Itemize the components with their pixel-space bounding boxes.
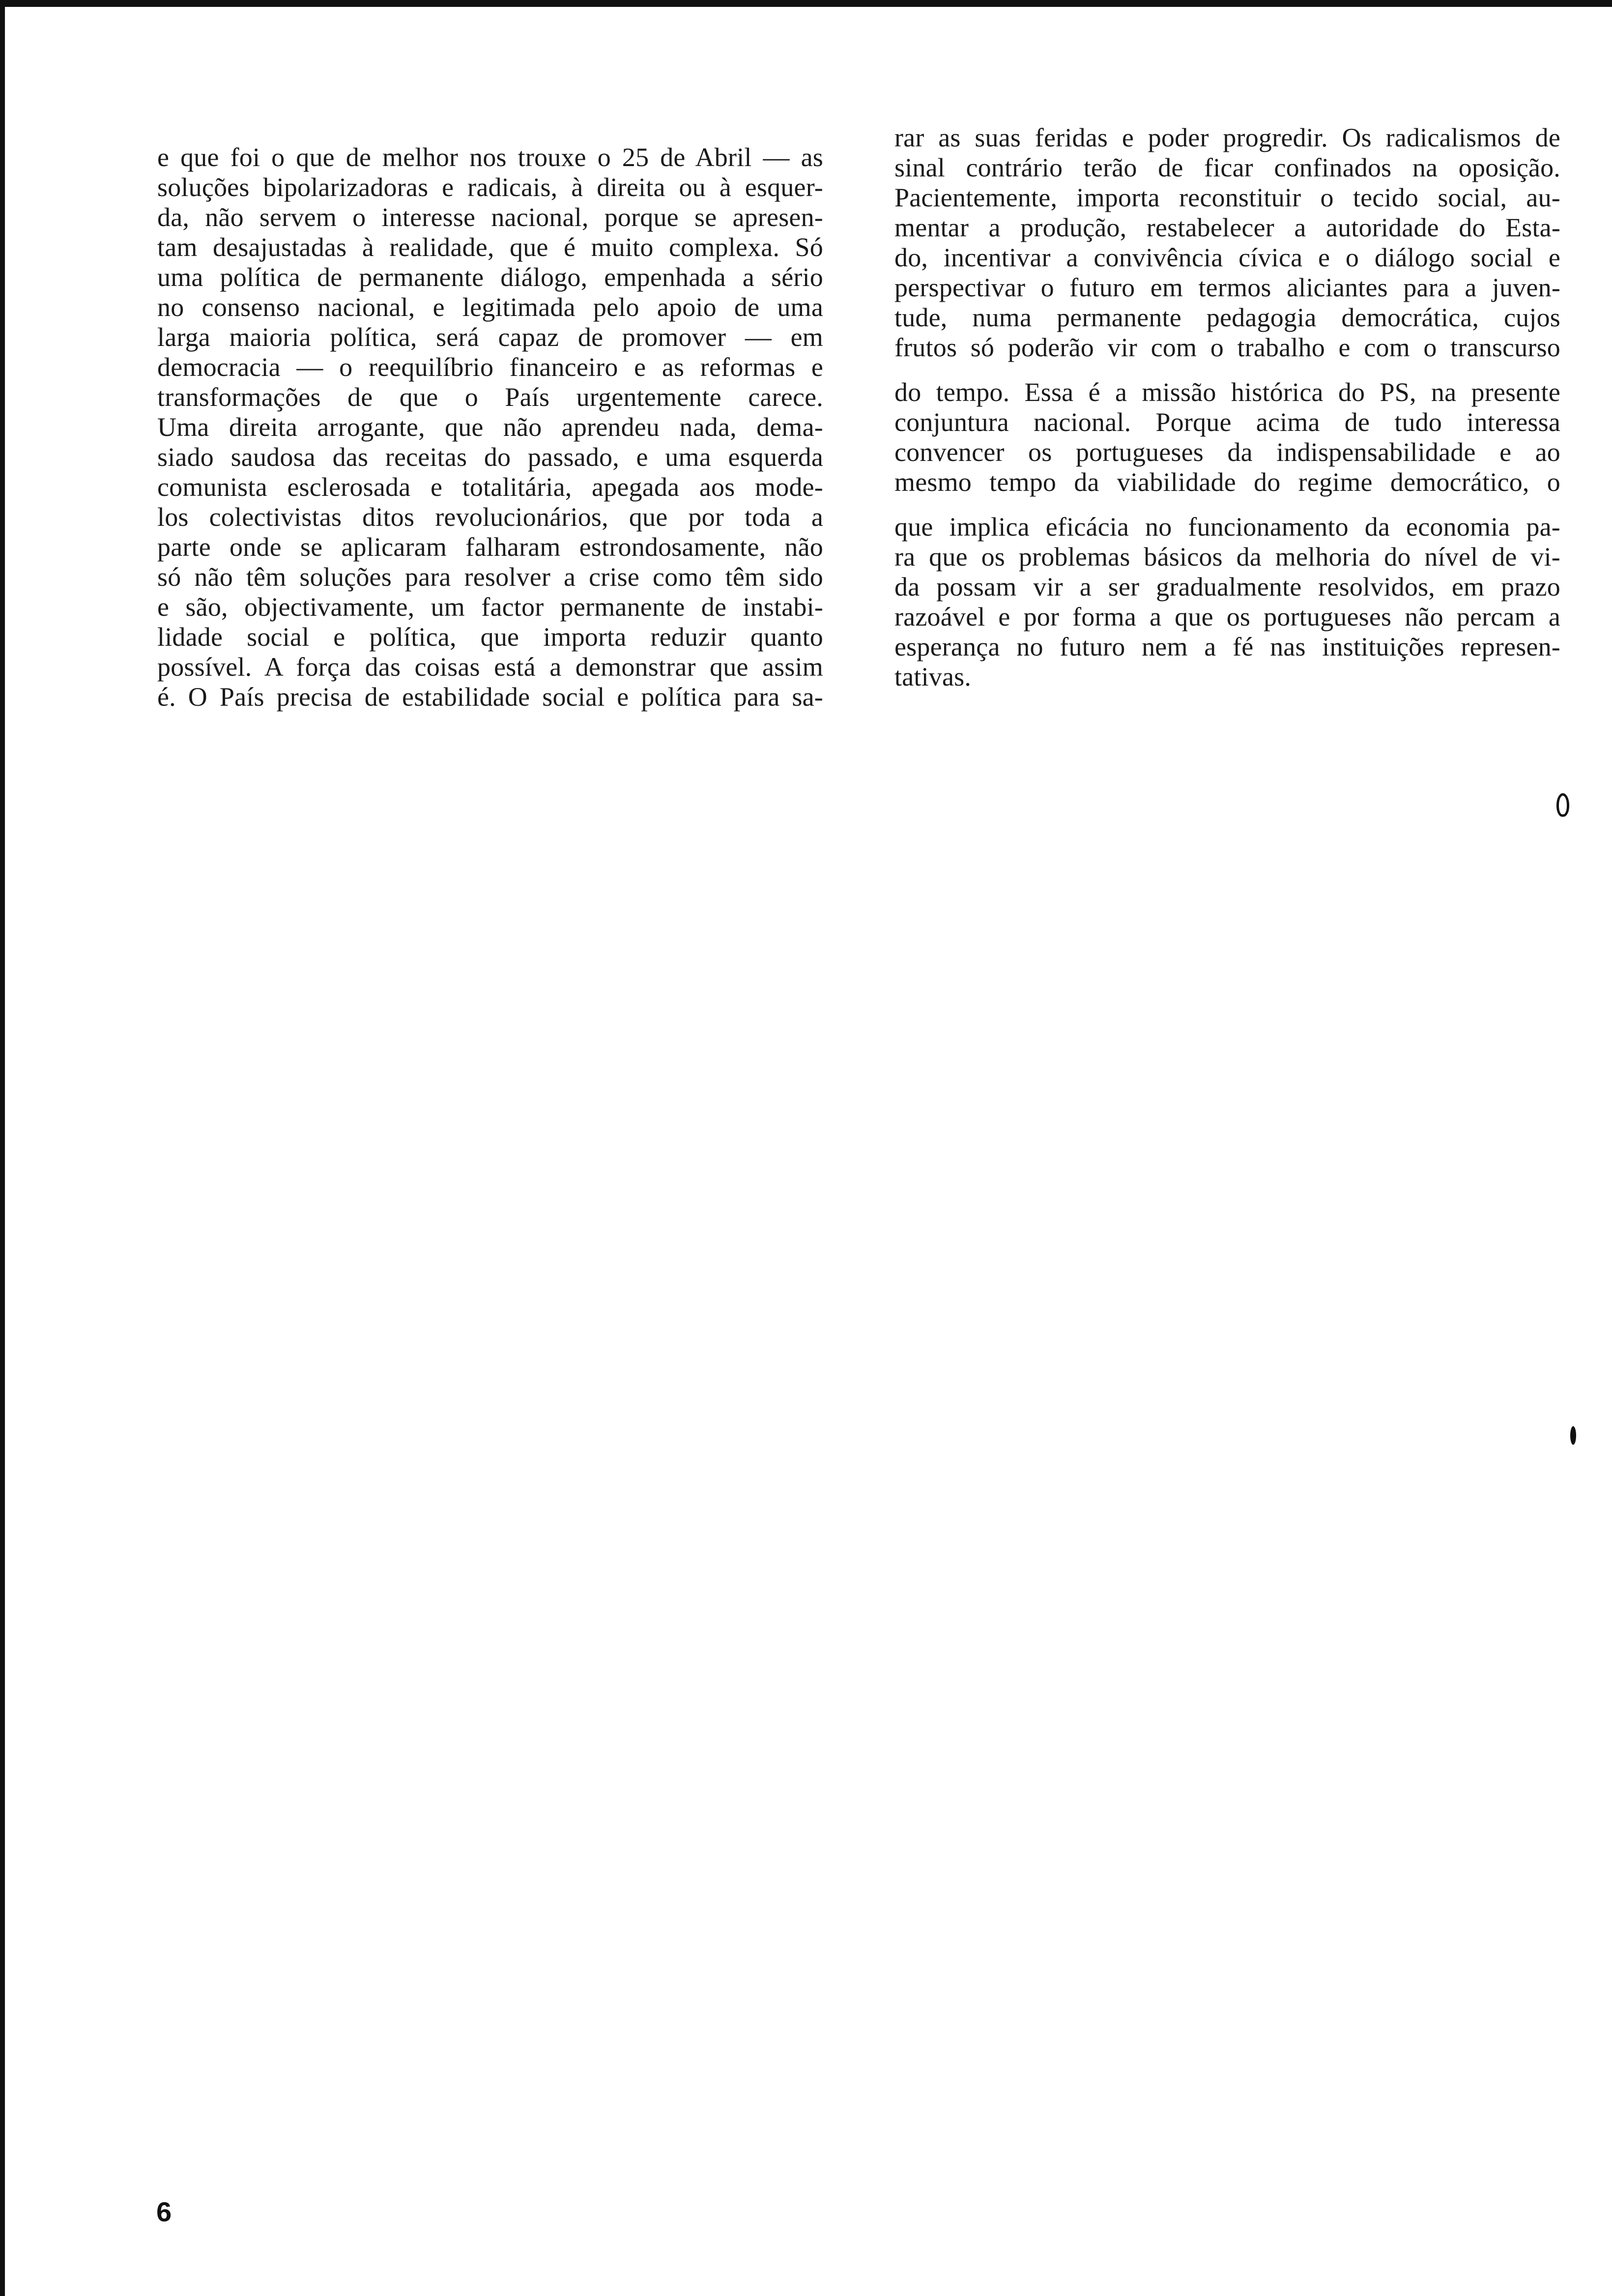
text-line: só não têm soluções para resolver a crise como têm sido	[157, 562, 823, 592]
text-line: larga maioria política, será capaz de promover — em	[157, 322, 823, 352]
text-line: Pacientemente, importa reconstituir o tecido social, au-	[894, 183, 1560, 212]
scan-left-border	[0, 0, 5, 2296]
text-line: siado saudosa das receitas do passado, e uma esquerda	[157, 442, 823, 472]
text-line: tude, numa permanente pedagogia democrática, cujos	[894, 303, 1560, 332]
text-line: lidade social e política, que importa reduzir quanto	[157, 622, 823, 652]
left-text-column	[157, 143, 823, 712]
text-line: possível. A força das coisas está a demonstrar que assim	[157, 652, 823, 682]
text-line: comunista esclerosada e totalitária, apegada aos mode-	[157, 472, 823, 502]
text-line: tativas.	[894, 662, 972, 691]
page-number: 6	[156, 2196, 172, 2227]
text-line: no consenso nacional, e legitimada pelo apoio de uma	[157, 292, 823, 322]
text-line: tam desajustadas à realidade, que é muito complexa. Só	[157, 232, 823, 262]
text-line: mesmo tempo da viabilidade do regime democrático, o	[894, 467, 1560, 497]
binder-hole-mark	[1556, 793, 1569, 817]
text-line: soluções bipolarizadoras e radicais, à direita ou à esquer-	[157, 172, 823, 202]
text-line: perspectivar o futuro em termos aliciantes para a juven-	[894, 273, 1560, 302]
text-line: conjuntura nacional. Porque acima de tudo interessa	[894, 407, 1560, 437]
paragraph	[894, 123, 1560, 363]
paragraph	[894, 512, 1560, 692]
text-line: convencer os portugueses da indispensabilidade e ao	[894, 437, 1560, 467]
text-line: e são, objectivamente, um factor permanente de instabi-	[157, 592, 823, 622]
text-line: los colectivistas ditos revolucionários, que por toda a	[157, 502, 823, 532]
text-line: transformações de que o País urgentemente carece.	[157, 382, 823, 412]
text-line: e que foi o que de melhor nos trouxe o 25 de Abril — as	[157, 143, 823, 172]
text-line: do tempo. Essa é a missão histórica do PS, na presente	[894, 377, 1560, 407]
text-line: é. O País precisa de estabilidade social e política para sa-	[157, 682, 823, 712]
text-line: parte onde se aplicaram falharam estrondosamente, não	[157, 532, 823, 562]
scan-top-border	[0, 0, 1612, 7]
text-line: rar as suas feridas e poder progredir. Os radicalismos de	[894, 123, 1560, 152]
text-line: esperança no futuro nem a fé nas instituições represen-	[894, 632, 1560, 661]
binder-hole-mark	[1570, 1426, 1576, 1445]
text-line: Uma direita arrogante, que não aprendeu nada, dema-	[157, 412, 823, 442]
text-line: que implica eficácia no funcionamento da economia pa-	[894, 512, 1560, 542]
text-line: razoável e por forma a que os portugueses não percam a	[894, 602, 1560, 631]
text-line: frutos só poderão vir com o trabalho e com o transcurso	[894, 333, 1560, 362]
text-line: sinal contrário terão de ficar confinados na oposição.	[894, 153, 1560, 182]
right-text-column	[894, 123, 1560, 692]
text-line: mentar a produção, restabelecer a autoridade do Esta-	[894, 213, 1560, 242]
text-line: do, incentivar a convivência cívica e o diálogo social e	[894, 243, 1560, 272]
text-line: da possam vir a ser gradualmente resolvidos, em prazo	[894, 572, 1560, 602]
text-line: democracia — o reequilíbrio financeiro e as reformas e	[157, 352, 823, 382]
text-line: da, não servem o interesse nacional, porque se apresen-	[157, 202, 823, 232]
text-line: uma política de permanente diálogo, empenhada a sério	[157, 262, 823, 292]
text-line: ra que os problemas básicos da melhoria do nível de vi-	[894, 542, 1560, 572]
paragraph	[894, 377, 1560, 497]
